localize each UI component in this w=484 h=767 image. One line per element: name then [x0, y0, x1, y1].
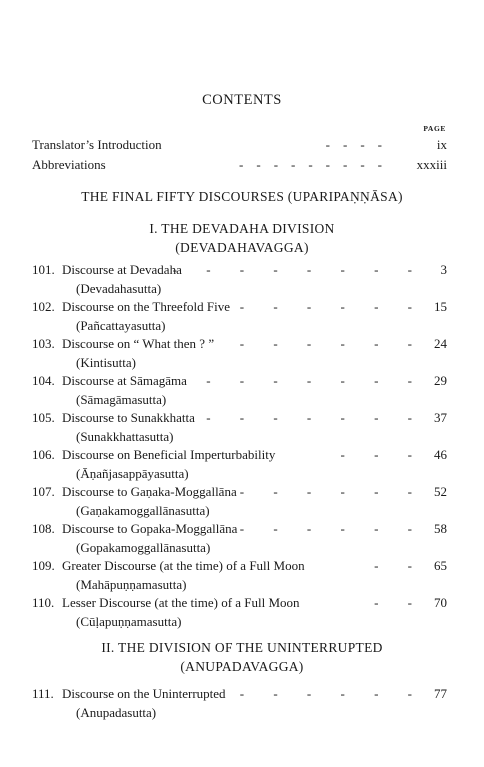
division-heading: II. THE DIVISION OF THE UNINTERRUPTED [101, 640, 383, 655]
entry-pali-title: (Mahāpuṇṇamasutta) [76, 577, 187, 592]
entry-title: Discourse at Sāmagāma [62, 373, 187, 388]
page-column-label: PAGE [423, 124, 446, 133]
leader-dashes: - - - - - - - - [172, 262, 425, 277]
entry-title: Discourse to Gaṇaka-Moggallāna [62, 484, 237, 499]
page-title: CONTENTS [202, 92, 282, 108]
entry-pali-title: (Gopakamoggallānasutta) [76, 540, 211, 555]
division-heading: I. THE DEVADAHA DIVISION [149, 221, 335, 236]
entry-page: 29 [434, 373, 447, 388]
entry-pali-title: (Pañcattayasutta) [76, 318, 166, 333]
leader-dashes: - - - - - - [239, 484, 425, 499]
entry-number: 111. [32, 686, 54, 701]
entry-number: 108. [32, 521, 55, 536]
entry-title: Discourse on the Threefold Five [62, 299, 230, 314]
entry-page: 37 [434, 410, 447, 425]
leader-dashes: --------- [239, 157, 395, 172]
entry-number: 103. [32, 336, 55, 351]
entry-number: 104. [32, 373, 55, 388]
entry-number: 101. [32, 262, 55, 277]
entry-page: 24 [434, 336, 447, 351]
entry-pali-title: (Cūḷapuṇṇamasutta) [76, 614, 182, 629]
leader-dashes: - - - - - - [239, 336, 425, 351]
entry-page: 52 [434, 484, 447, 499]
entry-title: Discourse to Sunakkhatta [62, 410, 195, 425]
toc-line-abbreviations[interactable] [32, 157, 447, 175]
entry-title: Discourse on “ What then ? ” [62, 336, 215, 351]
entry-pali-title: (Devadahasutta) [76, 281, 162, 296]
entry-title: Discourse to Gopaka-Moggallāna [62, 521, 238, 536]
entry-title: Discourse on Beneficial Imperturbability [62, 447, 276, 462]
entry-pali-title: (Gaṇakamoggallānasutta) [76, 503, 210, 518]
entry-pali-title: (Sunakkhattasutta) [76, 429, 174, 444]
toc-line-page: ix [436, 137, 447, 152]
part-heading: THE FINAL FIFTY DISCOURSES (UPARIPAṆṆĀSA) [81, 189, 403, 204]
entry-title: Lesser Discourse (at the time) of a Full Moon [62, 595, 300, 610]
entry-pali-title: (Kintisutta) [76, 355, 136, 370]
entry-pali-title: (Anupadasutta) [76, 705, 157, 720]
entry-number: 106. [32, 447, 55, 462]
entry-number: 102. [32, 299, 55, 314]
toc-line-title: Translator’s Introduction [32, 137, 162, 152]
leader-dashes: - - - - - - - [206, 373, 425, 388]
toc-line-title: Abbreviations [32, 157, 106, 172]
entry-number: 105. [32, 410, 55, 425]
entry-pali-title: (Sāmagāmasutta) [76, 392, 167, 407]
entry-page: 70 [434, 595, 447, 610]
entry-title: Discourse at Devadaha [62, 262, 182, 277]
entry-page: 3 [440, 262, 447, 277]
division-subheading: (ANUPADAVAGGA) [180, 659, 304, 674]
entry-page: 77 [434, 686, 447, 701]
leader-dashes: - - - [340, 447, 425, 462]
leader-dashes: ---- [325, 137, 395, 152]
entry-number: 109. [32, 558, 55, 573]
entry-page: 46 [434, 447, 447, 462]
leader-dashes: - - - - - - [239, 521, 425, 536]
entry-page: 58 [434, 521, 447, 536]
entry-pali-title: (Āṇañjasappāyasutta) [76, 466, 189, 481]
leader-dashes: - - [374, 595, 425, 610]
entry-title: Greater Discourse (at the time) of a Full Moon [62, 558, 305, 573]
toc-line-page: xxxiii [416, 157, 447, 172]
entry-page: 15 [434, 299, 447, 314]
leader-dashes: - - [374, 558, 425, 573]
entry-number: 110. [32, 595, 55, 610]
leader-dashes: - - - - - - [239, 686, 425, 701]
entry-number: 107. [32, 484, 55, 499]
entry-title: Discourse on the Uninterrupted [62, 686, 226, 701]
leader-dashes: - - - - - - [239, 299, 425, 314]
toc-line-introduction[interactable] [32, 137, 447, 155]
leader-dashes: - - - - - - - [206, 410, 425, 425]
entry-page: 65 [434, 558, 447, 573]
division-subheading: (DEVADAHAVAGGA) [175, 240, 309, 255]
